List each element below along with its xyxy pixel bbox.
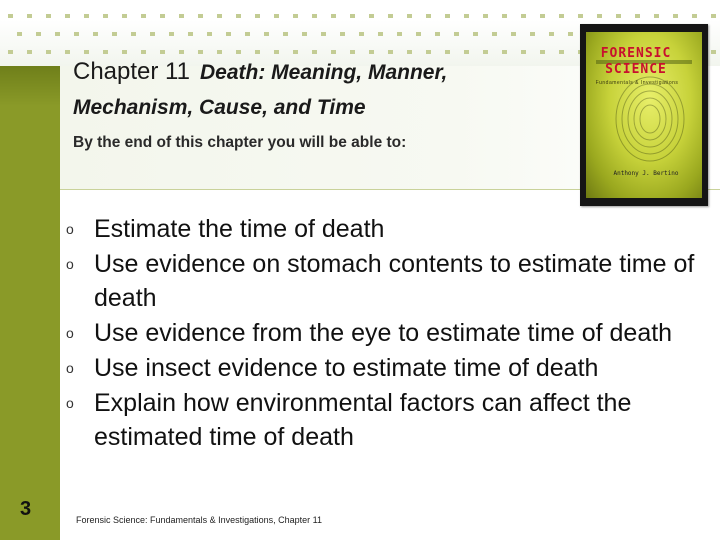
bullet-marker: o <box>66 256 74 272</box>
list-item <box>66 386 716 454</box>
decorative-dot <box>711 50 716 54</box>
title-subject-line1: Death: Meaning, Manner, <box>199 61 448 84</box>
decorative-dot <box>407 14 412 18</box>
decorative-dot <box>369 14 374 18</box>
cover-title-line1: FORENSIC <box>600 46 672 61</box>
decorative-dot <box>388 50 393 54</box>
decorative-dot <box>264 32 269 36</box>
decorative-dot <box>692 14 697 18</box>
decorative-dot <box>179 50 184 54</box>
decorative-dot <box>397 32 402 36</box>
decorative-dot <box>65 14 70 18</box>
bullet-marker: o <box>66 221 74 237</box>
decorative-dot <box>245 32 250 36</box>
decorative-dot <box>207 32 212 36</box>
decorative-dot <box>36 32 41 36</box>
decorative-dot <box>188 32 193 36</box>
decorative-dot <box>492 32 497 36</box>
decorative-dot <box>293 14 298 18</box>
decorative-dot <box>369 50 374 54</box>
decorative-dot <box>302 32 307 36</box>
decorative-dot <box>321 32 326 36</box>
decorative-dot <box>559 50 564 54</box>
decorative-dot <box>274 14 279 18</box>
decorative-dot <box>511 32 516 36</box>
list-item <box>66 247 716 315</box>
decorative-dot <box>17 32 22 36</box>
list-item <box>66 316 716 350</box>
decorative-dot <box>502 50 507 54</box>
objectives-list <box>66 212 716 455</box>
decorative-dot <box>27 14 32 18</box>
decorative-dot <box>521 50 526 54</box>
bullet-text: Use evidence on stomach contents to estimate time of death <box>94 250 695 312</box>
decorative-dot <box>27 50 32 54</box>
decorative-dot <box>46 50 51 54</box>
decorative-dot <box>559 14 564 18</box>
decorative-dot <box>654 14 659 18</box>
decorative-dot <box>283 32 288 36</box>
slide-footer: Forensic Science: Fundamentals & Investigations, Chapter 11 <box>76 515 322 525</box>
decorative-dot <box>483 14 488 18</box>
decorative-dot <box>93 32 98 36</box>
decorative-dot <box>530 32 535 36</box>
decorative-dot <box>445 50 450 54</box>
decorative-dot <box>8 14 13 18</box>
decorative-dot <box>426 50 431 54</box>
chapter-label: Chapter 11 <box>73 58 190 85</box>
decorative-dot <box>454 32 459 36</box>
decorative-dot <box>255 14 260 18</box>
slide-title <box>73 58 447 86</box>
decorative-dot <box>597 14 602 18</box>
decorative-dot <box>616 14 621 18</box>
decorative-dot <box>169 32 174 36</box>
decorative-dot <box>416 32 421 36</box>
decorative-dot <box>103 50 108 54</box>
decorative-dot <box>46 14 51 18</box>
decorative-dot <box>84 14 89 18</box>
decorative-dot <box>255 50 260 54</box>
decorative-dot <box>160 14 165 18</box>
decorative-dot <box>226 32 231 36</box>
decorative-dot <box>312 50 317 54</box>
decorative-dot <box>673 14 678 18</box>
decorative-dot <box>549 32 554 36</box>
bullet-marker: o <box>66 395 74 411</box>
decorative-dot <box>635 14 640 18</box>
cover-author: Anthony J. Bertino <box>613 170 679 177</box>
list-item <box>66 212 716 246</box>
objectives-subheading: By the end of this chapter you will be able to: <box>73 134 407 151</box>
decorative-dot <box>540 50 545 54</box>
decorative-dot <box>312 14 317 18</box>
left-sidebar-bar <box>0 66 60 540</box>
decorative-dot <box>331 14 336 18</box>
decorative-dot <box>84 50 89 54</box>
decorative-dot <box>150 32 155 36</box>
decorative-dot <box>141 50 146 54</box>
decorative-dot <box>407 50 412 54</box>
cover-title-line2: SCIENCE <box>605 62 667 77</box>
bullet-text: Use insect evidence to estimate time of death <box>94 354 599 382</box>
decorative-dot <box>122 14 127 18</box>
bullet-marker: o <box>66 360 74 376</box>
decorative-dot <box>359 32 364 36</box>
decorative-dot <box>464 14 469 18</box>
decorative-dot <box>350 50 355 54</box>
page-number: 3 <box>20 498 32 520</box>
decorative-dot <box>293 50 298 54</box>
decorative-dot <box>378 32 383 36</box>
decorative-dot <box>350 14 355 18</box>
decorative-dot <box>236 50 241 54</box>
decorative-dot <box>65 50 70 54</box>
decorative-dot <box>74 32 79 36</box>
decorative-dot <box>112 32 117 36</box>
decorative-dot <box>540 14 545 18</box>
decorative-dot <box>141 14 146 18</box>
decorative-dot <box>426 14 431 18</box>
decorative-dot <box>483 50 488 54</box>
decorative-dot <box>217 14 222 18</box>
decorative-dot <box>274 50 279 54</box>
bullet-text: Estimate the time of death <box>94 215 385 243</box>
decorative-dot <box>198 14 203 18</box>
decorative-dot <box>331 50 336 54</box>
book-cover-image <box>580 24 708 206</box>
decorative-dot <box>8 50 13 54</box>
decorative-dot <box>340 32 345 36</box>
bullet-marker: o <box>66 325 74 341</box>
decorative-dot <box>179 14 184 18</box>
bullet-text: Use evidence from the eye to estimate time of death <box>94 319 673 347</box>
decorative-dot <box>711 14 716 18</box>
decorative-dot <box>122 50 127 54</box>
decorative-dot <box>445 14 450 18</box>
decorative-dot <box>521 14 526 18</box>
decorative-dot <box>236 14 241 18</box>
title-subject-line2: Mechanism, Cause, and Time <box>73 96 366 119</box>
decorative-dot <box>160 50 165 54</box>
decorative-dot <box>198 50 203 54</box>
cover-subtitle: Fundamentals & Investigations <box>595 80 679 86</box>
decorative-dot <box>464 50 469 54</box>
left-sidebar-fade <box>0 66 60 106</box>
decorative-dot <box>568 32 573 36</box>
decorative-dot <box>131 32 136 36</box>
decorative-dot <box>103 14 108 18</box>
decorative-dot <box>388 14 393 18</box>
decorative-dot <box>578 14 583 18</box>
decorative-dot <box>217 50 222 54</box>
list-item <box>66 351 716 385</box>
bullet-text: Explain how environmental factors can affect the estimated time of death <box>94 389 632 451</box>
decorative-dot <box>473 32 478 36</box>
decorative-dot <box>502 14 507 18</box>
decorative-dot <box>55 32 60 36</box>
decorative-dot <box>435 32 440 36</box>
